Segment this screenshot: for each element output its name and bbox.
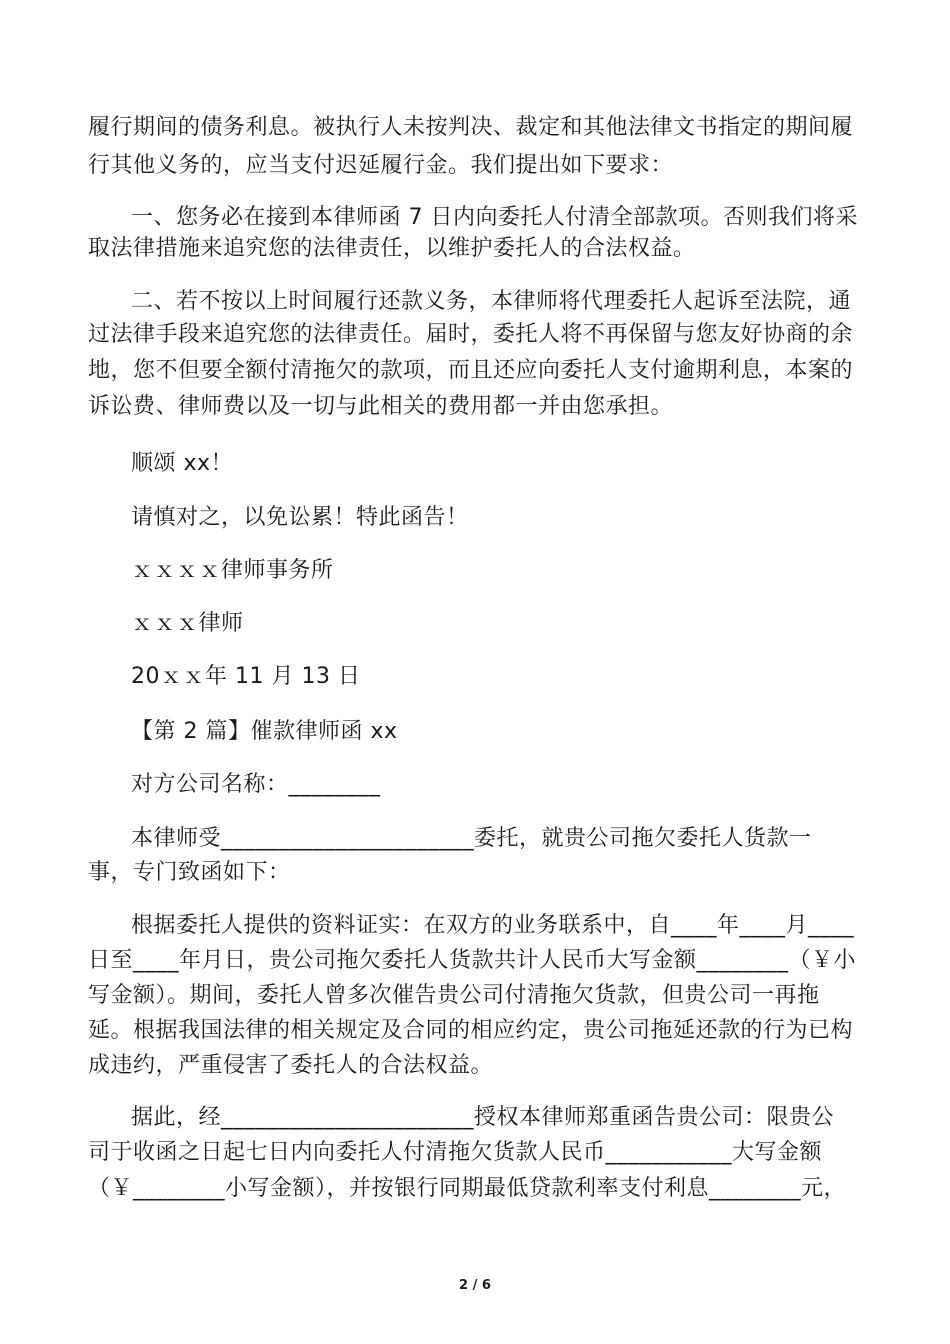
text-line: 【第 2 篇】催款律师函 xx (131, 719, 398, 744)
text-line: 对方公司名称：________ (131, 772, 381, 797)
text-line: 履行期间的债务利息。被执行人未按判决、裁定和其他法律文书指定的期间履 (88, 115, 854, 140)
text-line: 日至____年月日，贵公司拖欠委托人货款共计人民币大写金额________（￥小 (88, 948, 857, 973)
text-line: 事，专门致函如下： (88, 860, 291, 885)
text-line: 请慎对之，以免讼累！特此函告！ (131, 505, 469, 530)
text-line: 一、您务必在接到本律师函 7 日内向委托人付清全部款项。否则我们将采 (131, 205, 858, 230)
text-line: 成违约，严重侵害了委托人的合法权益。 (88, 1053, 494, 1078)
text-line: 取法律措施来追究您的法律责任，以维护委托人的合法权益。 (88, 236, 696, 261)
text-line: 行其他义务的，应当支付迟延履行金。我们提出如下要求： (88, 153, 674, 178)
page-number: 2 / 6 (459, 1278, 491, 1293)
text-line: 司于收函之日起七日内向委托人付清拖欠货款人民币___________大写金额 (88, 1140, 823, 1165)
text-line: （￥________小写金额），并按银行同期最低贷款利率支付利息________元， (88, 1176, 847, 1201)
text-line: 顺颂 xx！ (131, 451, 234, 476)
text-line: 写金额）。期间，委托人曾多次催告贵公司付清拖欠货款，但贵公司一再拖 (88, 983, 820, 1008)
text-line: 20ｘｘ年 11 月 13 日 (131, 664, 361, 689)
text-line: 诉讼费、律师费以及一切与此相关的费用都一并由您承担。 (88, 394, 674, 419)
text-line: 根据委托人提供的资料证实：在双方的业务联系中，自____年____月____ (131, 913, 855, 938)
text-line: 据此，经______________________授权本律师郑重函告贵公司：限贵公 (131, 1105, 835, 1130)
text-line: 过法律手段来追究您的法律责任。届时，委托人将不再保留与您友好协商的余 (88, 322, 854, 347)
text-line: 延。根据我国法律的相关规定及合同的相应约定，贵公司拖延还款的行为已构 (88, 1018, 854, 1043)
text-line: ｘｘｘｘ律师事务所 (131, 558, 334, 583)
text-line: 本律师受______________________委托，就贵公司拖欠委托人货款一 (131, 826, 812, 851)
text-line: 地，您不但要全额付清拖欠的款项，而且还应向委托人支付逾期利息，本案的 (88, 358, 854, 383)
text-line: ｘｘｘ律师 (131, 611, 244, 636)
text-line: 二、若不按以上时间履行还款义务，本律师将代理委托人起诉至法院，通 (131, 289, 852, 314)
